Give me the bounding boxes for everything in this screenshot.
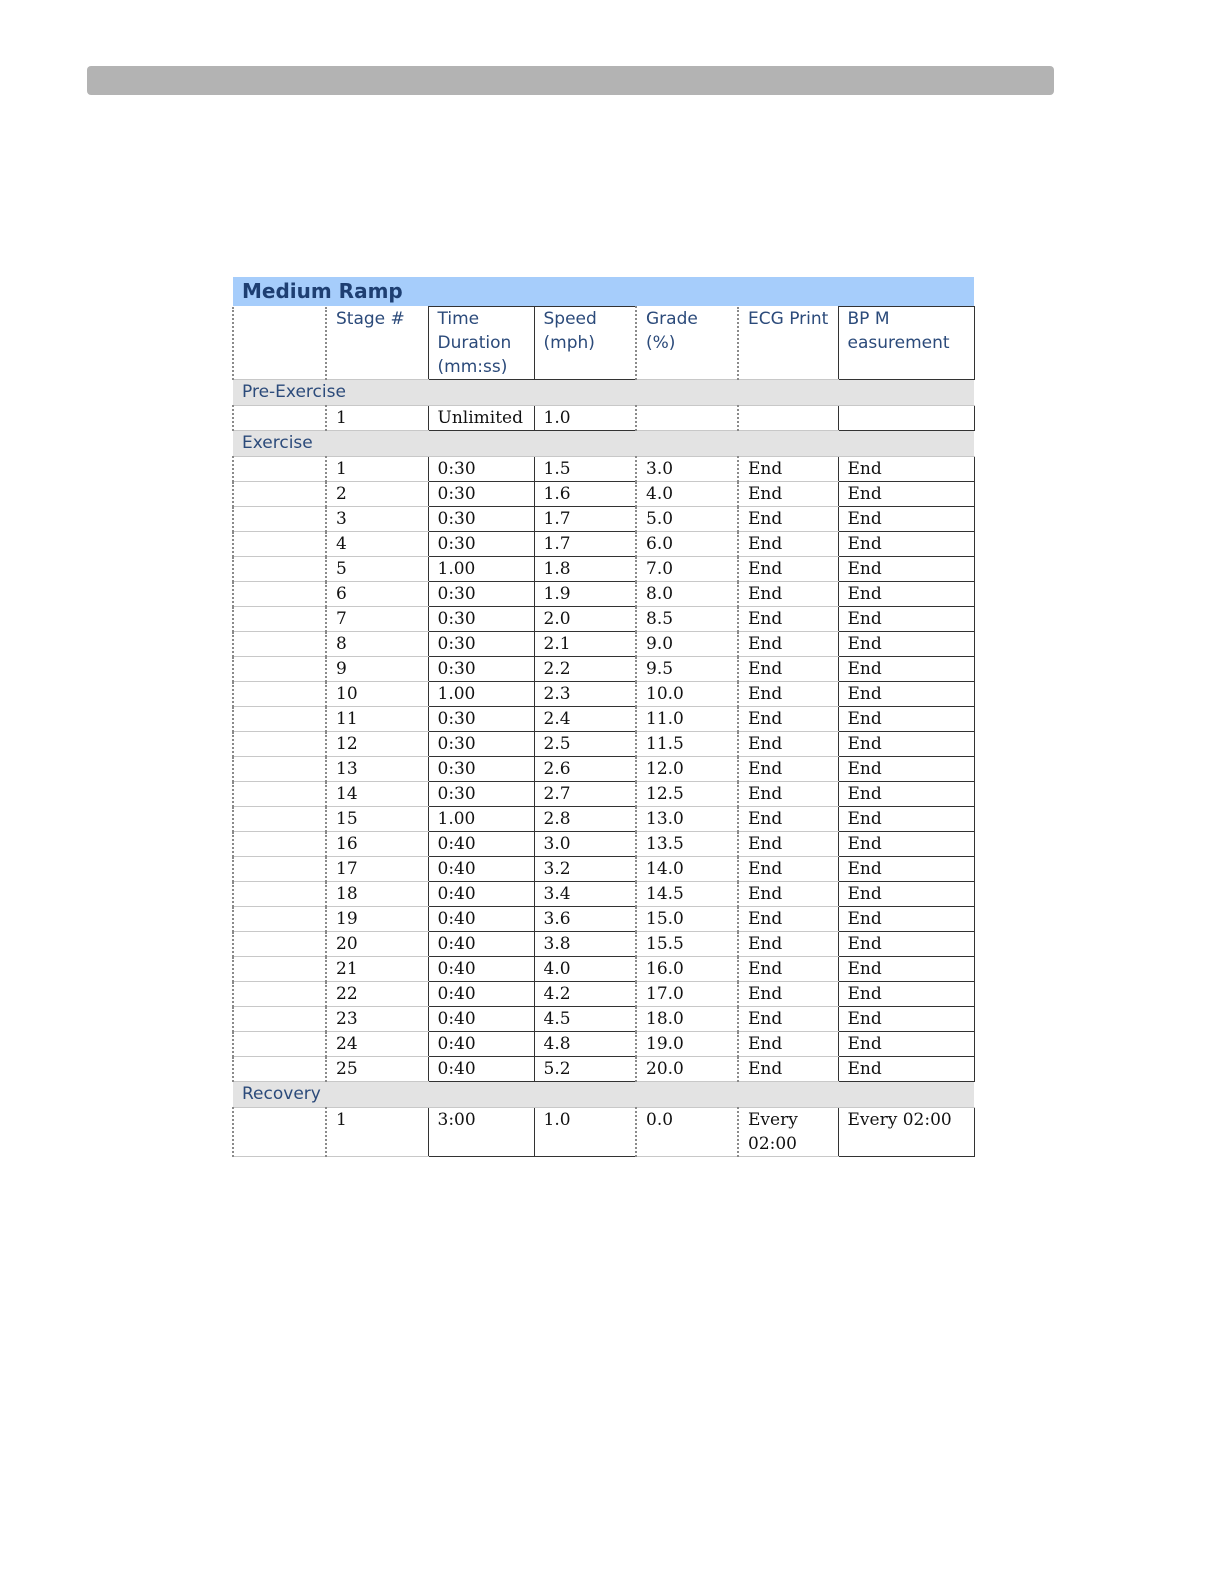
table-row bbox=[233, 632, 974, 657]
ecg-print-cell: End bbox=[738, 757, 838, 782]
stage-cell: 14 bbox=[326, 782, 428, 807]
column-header-row bbox=[233, 307, 974, 380]
time-cell: 3:00 bbox=[428, 1108, 534, 1157]
stage-cell: 21 bbox=[326, 957, 428, 982]
table-row bbox=[233, 1032, 974, 1057]
time-cell: 0:40 bbox=[428, 1007, 534, 1032]
speed-cell: 1.6 bbox=[534, 482, 636, 507]
grade-cell: 20.0 bbox=[636, 1057, 738, 1082]
time-cell: Unlimited bbox=[428, 406, 534, 431]
stage-cell: 17 bbox=[326, 857, 428, 882]
time-cell: 0:30 bbox=[428, 782, 534, 807]
bp-cell: End bbox=[838, 632, 974, 657]
time-cell: 0:40 bbox=[428, 957, 534, 982]
row-blank-cell bbox=[233, 782, 326, 807]
grade-cell: 3.0 bbox=[636, 457, 738, 482]
grade-cell: 13.5 bbox=[636, 832, 738, 857]
stage-cell: 18 bbox=[326, 882, 428, 907]
speed-cell: 1.7 bbox=[534, 507, 636, 532]
header-grade: Grade (%) bbox=[636, 307, 738, 380]
bp-cell: End bbox=[838, 1032, 974, 1057]
table-title-row bbox=[233, 277, 974, 307]
speed-cell: 1.0 bbox=[534, 1108, 636, 1157]
grade-cell: 15.5 bbox=[636, 932, 738, 957]
bp-cell: End bbox=[838, 607, 974, 632]
header-speed: Speed (mph) bbox=[534, 307, 636, 380]
speed-cell: 1.0 bbox=[534, 406, 636, 431]
grade-cell: 18.0 bbox=[636, 1007, 738, 1032]
stage-cell: 12 bbox=[326, 732, 428, 757]
recovery-section-label: Recovery bbox=[233, 1082, 974, 1108]
stage-cell: 19 bbox=[326, 907, 428, 932]
row-blank-cell bbox=[233, 632, 326, 657]
table-row bbox=[233, 482, 974, 507]
header-stage: Stage # bbox=[326, 307, 428, 380]
time-cell: 0:30 bbox=[428, 657, 534, 682]
speed-cell: 1.5 bbox=[534, 457, 636, 482]
table-row bbox=[233, 607, 974, 632]
grade-cell: 16.0 bbox=[636, 957, 738, 982]
pre-exercise-section-label: Pre-Exercise bbox=[233, 380, 974, 406]
table-row bbox=[233, 557, 974, 582]
speed-cell: 2.5 bbox=[534, 732, 636, 757]
stage-cell: 15 bbox=[326, 807, 428, 832]
grade-cell: 14.5 bbox=[636, 882, 738, 907]
speed-cell: 3.4 bbox=[534, 882, 636, 907]
grade-cell bbox=[636, 406, 738, 431]
stage-cell: 9 bbox=[326, 657, 428, 682]
time-cell: 0:30 bbox=[428, 732, 534, 757]
speed-cell: 2.4 bbox=[534, 707, 636, 732]
grade-cell: 17.0 bbox=[636, 982, 738, 1007]
ecg-print-cell: End bbox=[738, 532, 838, 557]
ecg-print-cell: End bbox=[738, 707, 838, 732]
speed-cell: 3.6 bbox=[534, 907, 636, 932]
time-cell: 0:30 bbox=[428, 757, 534, 782]
time-cell: 0:40 bbox=[428, 882, 534, 907]
ecg-print-cell: End bbox=[738, 807, 838, 832]
stage-cell: 24 bbox=[326, 1032, 428, 1057]
time-cell: 0:30 bbox=[428, 482, 534, 507]
bp-cell: Every 02:00 bbox=[838, 1108, 974, 1157]
ecg-print-cell: End bbox=[738, 482, 838, 507]
bp-cell: End bbox=[838, 482, 974, 507]
grade-cell: 4.0 bbox=[636, 482, 738, 507]
ecg-print-cell: End bbox=[738, 507, 838, 532]
table-title: Medium Ramp bbox=[233, 277, 974, 307]
ecg-print-cell: Every 02:00 bbox=[738, 1108, 838, 1157]
table-row bbox=[233, 707, 974, 732]
grade-cell: 11.5 bbox=[636, 732, 738, 757]
row-blank-cell bbox=[233, 507, 326, 532]
table-row bbox=[233, 732, 974, 757]
speed-cell: 1.8 bbox=[534, 557, 636, 582]
stage-cell: 22 bbox=[326, 982, 428, 1007]
bp-cell: End bbox=[838, 882, 974, 907]
grade-cell: 10.0 bbox=[636, 682, 738, 707]
table-row bbox=[233, 782, 974, 807]
speed-cell: 3.2 bbox=[534, 857, 636, 882]
stage-cell: 5 bbox=[326, 557, 428, 582]
stage-cell: 1 bbox=[326, 1108, 428, 1157]
speed-cell: 5.2 bbox=[534, 1057, 636, 1082]
ecg-print-cell bbox=[738, 406, 838, 431]
ecg-print-cell: End bbox=[738, 632, 838, 657]
table-row bbox=[233, 982, 974, 1007]
row-blank-cell bbox=[233, 657, 326, 682]
medium-ramp-table bbox=[232, 277, 975, 1157]
header-bp-measurement: BP M easurement bbox=[838, 307, 974, 380]
bp-cell: End bbox=[838, 907, 974, 932]
bp-cell: End bbox=[838, 457, 974, 482]
table-row bbox=[233, 507, 974, 532]
grade-cell: 9.0 bbox=[636, 632, 738, 657]
table-row bbox=[233, 1057, 974, 1082]
bp-cell: End bbox=[838, 807, 974, 832]
recovery-section-row bbox=[233, 1082, 974, 1108]
grade-cell: 0.0 bbox=[636, 1108, 738, 1157]
ecg-print-cell: End bbox=[738, 907, 838, 932]
time-cell: 0:30 bbox=[428, 707, 534, 732]
row-blank-cell bbox=[233, 982, 326, 1007]
speed-cell: 4.5 bbox=[534, 1007, 636, 1032]
row-blank-cell bbox=[233, 532, 326, 557]
bp-cell: End bbox=[838, 657, 974, 682]
ecg-print-cell: End bbox=[738, 957, 838, 982]
grade-cell: 7.0 bbox=[636, 557, 738, 582]
table-row bbox=[233, 1007, 974, 1032]
bp-cell: End bbox=[838, 782, 974, 807]
time-cell: 0:30 bbox=[428, 632, 534, 657]
stage-cell: 8 bbox=[326, 632, 428, 657]
row-blank-cell bbox=[233, 732, 326, 757]
time-cell: 1.00 bbox=[428, 682, 534, 707]
table-row bbox=[233, 907, 974, 932]
time-cell: 0:30 bbox=[428, 532, 534, 557]
grade-cell: 8.5 bbox=[636, 607, 738, 632]
time-cell: 0:40 bbox=[428, 857, 534, 882]
ecg-print-cell: End bbox=[738, 982, 838, 1007]
header-blank bbox=[233, 307, 326, 380]
bp-cell: End bbox=[838, 757, 974, 782]
stage-cell: 20 bbox=[326, 932, 428, 957]
time-cell: 0:30 bbox=[428, 507, 534, 532]
header-ecg-print: ECG Print bbox=[738, 307, 838, 380]
row-blank-cell bbox=[233, 406, 326, 431]
stage-cell: 7 bbox=[326, 607, 428, 632]
grade-cell: 8.0 bbox=[636, 582, 738, 607]
table-row bbox=[233, 807, 974, 832]
stage-cell: 2 bbox=[326, 482, 428, 507]
time-cell: 0:30 bbox=[428, 582, 534, 607]
row-blank-cell bbox=[233, 1032, 326, 1057]
stage-cell: 1 bbox=[326, 457, 428, 482]
exercise-section-row bbox=[233, 431, 974, 457]
speed-cell: 3.0 bbox=[534, 832, 636, 857]
table-row bbox=[233, 406, 974, 431]
stage-cell: 11 bbox=[326, 707, 428, 732]
bp-cell: End bbox=[838, 1007, 974, 1032]
bp-cell: End bbox=[838, 932, 974, 957]
row-blank-cell bbox=[233, 1057, 326, 1082]
stage-cell: 13 bbox=[326, 757, 428, 782]
row-blank-cell bbox=[233, 607, 326, 632]
time-cell: 1.00 bbox=[428, 557, 534, 582]
bp-cell: End bbox=[838, 582, 974, 607]
ecg-print-cell: End bbox=[738, 1007, 838, 1032]
row-blank-cell bbox=[233, 932, 326, 957]
exercise-section-label: Exercise bbox=[233, 431, 974, 457]
speed-cell: 1.7 bbox=[534, 532, 636, 557]
ecg-print-cell: End bbox=[738, 682, 838, 707]
ecg-print-cell: End bbox=[738, 1057, 838, 1082]
bp-cell: End bbox=[838, 682, 974, 707]
bp-cell: End bbox=[838, 1057, 974, 1082]
table-row bbox=[233, 957, 974, 982]
stage-cell: 25 bbox=[326, 1057, 428, 1082]
time-cell: 0:40 bbox=[428, 932, 534, 957]
speed-cell: 4.0 bbox=[534, 957, 636, 982]
bp-cell: End bbox=[838, 507, 974, 532]
grade-cell: 13.0 bbox=[636, 807, 738, 832]
grade-cell: 9.5 bbox=[636, 657, 738, 682]
speed-cell: 2.0 bbox=[534, 607, 636, 632]
row-blank-cell bbox=[233, 832, 326, 857]
stage-cell: 4 bbox=[326, 532, 428, 557]
table-row bbox=[233, 457, 974, 482]
speed-cell: 2.2 bbox=[534, 657, 636, 682]
ecg-print-cell: End bbox=[738, 732, 838, 757]
row-blank-cell bbox=[233, 557, 326, 582]
grade-cell: 15.0 bbox=[636, 907, 738, 932]
speed-cell: 4.8 bbox=[534, 1032, 636, 1057]
time-cell: 0:30 bbox=[428, 607, 534, 632]
ecg-print-cell: End bbox=[738, 557, 838, 582]
speed-cell: 1.9 bbox=[534, 582, 636, 607]
row-blank-cell bbox=[233, 807, 326, 832]
bp-cell: End bbox=[838, 557, 974, 582]
bp-cell: End bbox=[838, 732, 974, 757]
header-time-duration: Time Duration (mm:ss) bbox=[428, 307, 534, 380]
bp-cell: End bbox=[838, 532, 974, 557]
bp-cell: End bbox=[838, 832, 974, 857]
grade-cell: 12.0 bbox=[636, 757, 738, 782]
row-blank-cell bbox=[233, 682, 326, 707]
row-blank-cell bbox=[233, 1007, 326, 1032]
bp-cell: End bbox=[838, 957, 974, 982]
stage-cell: 23 bbox=[326, 1007, 428, 1032]
row-blank-cell bbox=[233, 757, 326, 782]
speed-cell: 2.1 bbox=[534, 632, 636, 657]
speed-cell: 2.6 bbox=[534, 757, 636, 782]
stage-cell: 3 bbox=[326, 507, 428, 532]
row-blank-cell bbox=[233, 857, 326, 882]
grade-cell: 11.0 bbox=[636, 707, 738, 732]
table-row bbox=[233, 682, 974, 707]
row-blank-cell bbox=[233, 707, 326, 732]
stage-cell: 10 bbox=[326, 682, 428, 707]
pre-exercise-section-row bbox=[233, 380, 974, 406]
time-cell: 0:40 bbox=[428, 907, 534, 932]
ecg-print-cell: End bbox=[738, 932, 838, 957]
speed-cell: 2.3 bbox=[534, 682, 636, 707]
time-cell: 0:40 bbox=[428, 982, 534, 1007]
ecg-print-cell: End bbox=[738, 882, 838, 907]
table-row bbox=[233, 1108, 974, 1157]
bp-cell bbox=[838, 406, 974, 431]
table-row bbox=[233, 882, 974, 907]
row-blank-cell bbox=[233, 957, 326, 982]
grade-cell: 14.0 bbox=[636, 857, 738, 882]
bp-cell: End bbox=[838, 857, 974, 882]
table-row bbox=[233, 657, 974, 682]
ecg-print-cell: End bbox=[738, 607, 838, 632]
table-body bbox=[233, 277, 974, 1157]
time-cell: 0:40 bbox=[428, 832, 534, 857]
speed-cell: 3.8 bbox=[534, 932, 636, 957]
time-cell: 0:40 bbox=[428, 1032, 534, 1057]
ecg-print-cell: End bbox=[738, 582, 838, 607]
time-cell: 0:30 bbox=[428, 457, 534, 482]
table-row bbox=[233, 857, 974, 882]
row-blank-cell bbox=[233, 582, 326, 607]
row-blank-cell bbox=[233, 1108, 326, 1157]
table-row bbox=[233, 757, 974, 782]
row-blank-cell bbox=[233, 907, 326, 932]
stage-cell: 1 bbox=[326, 406, 428, 431]
table-row bbox=[233, 582, 974, 607]
bp-cell: End bbox=[838, 982, 974, 1007]
grade-cell: 12.5 bbox=[636, 782, 738, 807]
grade-cell: 19.0 bbox=[636, 1032, 738, 1057]
row-blank-cell bbox=[233, 882, 326, 907]
ecg-print-cell: End bbox=[738, 457, 838, 482]
grade-cell: 5.0 bbox=[636, 507, 738, 532]
table-row bbox=[233, 932, 974, 957]
ecg-print-cell: End bbox=[738, 832, 838, 857]
ecg-print-cell: End bbox=[738, 782, 838, 807]
ecg-print-cell: End bbox=[738, 857, 838, 882]
speed-cell: 4.2 bbox=[534, 982, 636, 1007]
table-row bbox=[233, 532, 974, 557]
stage-cell: 16 bbox=[326, 832, 428, 857]
row-blank-cell bbox=[233, 457, 326, 482]
table-row bbox=[233, 832, 974, 857]
time-cell: 1.00 bbox=[428, 807, 534, 832]
speed-cell: 2.7 bbox=[534, 782, 636, 807]
speed-cell: 2.8 bbox=[534, 807, 636, 832]
bp-cell: End bbox=[838, 707, 974, 732]
row-blank-cell bbox=[233, 482, 326, 507]
header-bar bbox=[87, 66, 1054, 95]
grade-cell: 6.0 bbox=[636, 532, 738, 557]
stage-cell: 6 bbox=[326, 582, 428, 607]
time-cell: 0:40 bbox=[428, 1057, 534, 1082]
ecg-print-cell: End bbox=[738, 657, 838, 682]
ecg-print-cell: End bbox=[738, 1032, 838, 1057]
